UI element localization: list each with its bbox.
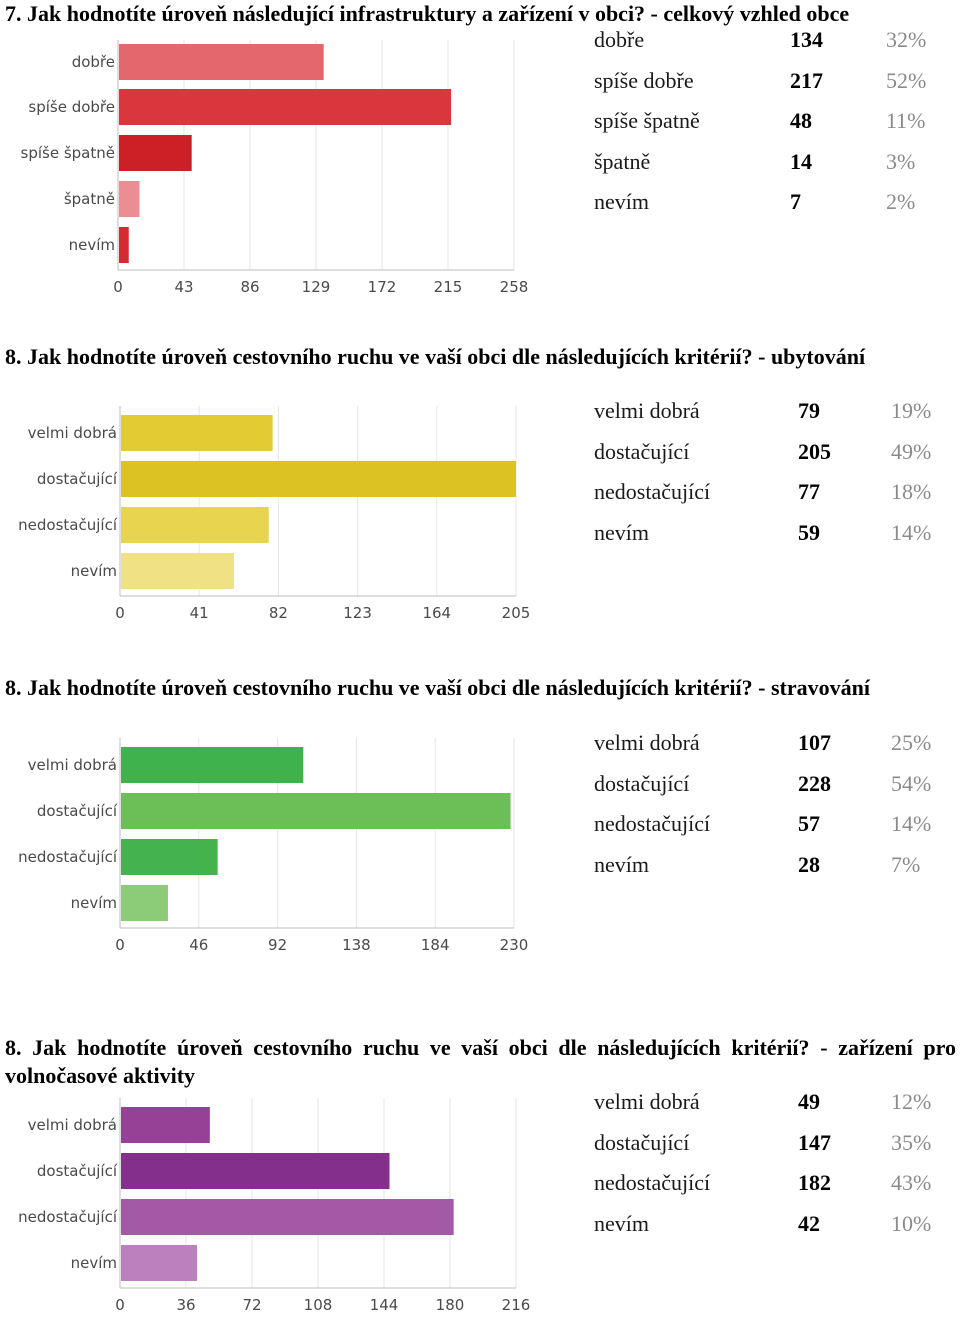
- chart-2-bar-4: [121, 553, 234, 589]
- chart-3-category-label: dostačující: [36, 802, 117, 820]
- chart-1-bar-2: [119, 89, 451, 125]
- stat-percent: 14%: [891, 811, 932, 837]
- stat-count: 107: [798, 730, 831, 755]
- chart-2-stats-table: [594, 391, 960, 553]
- stat-percent: 3%: [886, 148, 916, 174]
- stat-count: 42: [798, 1210, 820, 1236]
- stat-count: 57: [798, 811, 820, 837]
- chart-1-tick-label: 258: [499, 278, 529, 296]
- chart-2-category-label: nedostačující: [18, 516, 117, 534]
- chart-4-stats-table: [594, 1082, 960, 1244]
- chart-4-tick-label: 0: [115, 1296, 125, 1314]
- chart-1-category-label: spíše špatně: [20, 144, 115, 162]
- stat-category: nevím: [594, 851, 649, 877]
- chart-3-tick-label: 92: [268, 936, 288, 954]
- chart-1-tick-label: 86: [240, 278, 260, 296]
- stat-percent: 35%: [891, 1129, 932, 1155]
- chart-4-bar-1: [121, 1107, 210, 1143]
- stat-category: nedostačující: [594, 479, 711, 505]
- chart-1-category-label: dobře: [71, 53, 115, 71]
- stat-percent: 49%: [891, 438, 932, 464]
- chart-1-stat-row: [594, 20, 960, 61]
- stat-percent: 11%: [886, 108, 926, 134]
- stat-category: nedostačující: [594, 1170, 711, 1196]
- stat-count: 49: [798, 1089, 820, 1114]
- chart-4-tick-label: 36: [176, 1296, 196, 1314]
- stat-category: dostačující: [594, 1129, 690, 1155]
- stat-percent: 18%: [891, 479, 932, 505]
- stat-percent: 7%: [891, 851, 921, 877]
- stat-category: spíše dobře: [594, 67, 694, 93]
- chart-1-bar-4: [119, 181, 139, 217]
- stat-percent: 12%: [891, 1089, 932, 1114]
- chart-2-bar-chart: [0, 402, 540, 628]
- chart-3-tick-label: 138: [342, 936, 371, 954]
- chart-3-bar-4: [121, 885, 168, 921]
- stat-count: 79: [798, 398, 820, 423]
- chart-3-stat-row: [594, 764, 960, 805]
- stat-count: 228: [798, 770, 831, 796]
- chart-3-tick-label: 184: [420, 936, 450, 954]
- chart-4-category-label: nevím: [70, 1254, 117, 1272]
- chart-1-stat-row: [594, 61, 960, 102]
- stat-category: nevím: [594, 519, 649, 545]
- stat-count: 147: [798, 1129, 831, 1155]
- chart-3-bar-chart: [0, 734, 540, 960]
- stat-category: velmi dobrá: [594, 1089, 700, 1114]
- chart-4-stat-row: [594, 1082, 960, 1123]
- chart-1-bar-chart: [0, 30, 540, 302]
- chart-2-tick-label: 0: [115, 604, 125, 622]
- chart-4-stat-row: [594, 1123, 960, 1164]
- chart-3-stat-row: [594, 804, 960, 845]
- stat-category: nedostačující: [594, 811, 711, 837]
- chart-4-bar-2: [121, 1153, 390, 1189]
- chart-2-title: 8. Jak hodnotíte úroveň cestovního ruchu ve vaší obci dle následujících kritérií? - ubytování: [5, 344, 866, 369]
- stat-count: 59: [798, 519, 820, 545]
- stat-count: 217: [790, 67, 823, 93]
- chart-3-stats-table: [594, 723, 960, 885]
- stat-percent: 52%: [886, 67, 927, 93]
- stat-count: 14: [790, 148, 812, 174]
- chart-3-stat-row: [594, 845, 960, 886]
- chart-2-bar-3: [121, 507, 269, 543]
- chart-2-stat-row: [594, 472, 960, 513]
- stat-category: nevím: [594, 189, 649, 215]
- chart-1-tick-label: 172: [367, 278, 397, 296]
- stat-category: velmi dobrá: [594, 398, 700, 423]
- chart-2-stat-row: [594, 513, 960, 554]
- chart-1-category-label: spíše dobře: [28, 98, 115, 116]
- chart-3-bar-2: [121, 793, 511, 829]
- chart-4-bar-3: [121, 1199, 454, 1235]
- chart-2-stat-row: [594, 432, 960, 473]
- stat-count: 28: [798, 851, 820, 877]
- chart-2-tick-label: 205: [501, 604, 531, 622]
- chart-1-bar-3: [119, 135, 192, 171]
- chart-3-tick-label: 46: [189, 936, 209, 954]
- stat-category: dostačující: [594, 438, 690, 464]
- chart-3-tick-label: 230: [499, 936, 529, 954]
- chart-4-bar-4: [121, 1245, 197, 1281]
- stat-count: 77: [798, 479, 820, 505]
- stat-percent: 19%: [891, 398, 932, 423]
- chart-4-stat-row: [594, 1204, 960, 1245]
- stat-category: dobře: [594, 27, 645, 52]
- stat-category: špatně: [594, 148, 651, 174]
- stat-percent: 25%: [891, 730, 932, 755]
- chart-1-tick-label: 43: [174, 278, 194, 296]
- stat-category: velmi dobrá: [594, 730, 700, 755]
- stat-category: spíše špatně: [594, 108, 700, 134]
- chart-1-stat-row: [594, 142, 960, 183]
- chart-4-tick-label: 144: [369, 1296, 399, 1314]
- chart-3-title: 8. Jak hodnotíte úroveň cestovního ruchu ve vaší obci dle následujících kritérií? - stravování: [5, 675, 870, 700]
- chart-1-category-label: nevím: [68, 236, 115, 254]
- chart-4-tick-label: 108: [303, 1296, 333, 1314]
- stat-percent: 10%: [891, 1210, 932, 1236]
- chart-4-tick-label: 216: [501, 1296, 531, 1314]
- chart-1-stat-row: [594, 101, 960, 142]
- chart-4-tick-label: 72: [242, 1296, 262, 1314]
- chart-4-tick-label: 180: [435, 1296, 465, 1314]
- stat-count: 7: [790, 189, 801, 215]
- chart-2-stat-row: [594, 391, 960, 432]
- chart-3-category-label: nedostačující: [18, 848, 117, 866]
- chart-4-category-label: nedostačující: [18, 1208, 117, 1226]
- chart-2-tick-label: 123: [343, 604, 372, 622]
- chart-1-bar-5: [119, 227, 129, 263]
- chart-1-category-label: špatně: [63, 190, 115, 208]
- chart-1-title: 7. Jak hodnotíte úroveň následující infrastruktury a zařízení v obci? - celkový vzhled obce: [5, 1, 850, 26]
- stat-count: 205: [798, 438, 831, 464]
- chart-2-category-label: velmi dobrá: [27, 424, 117, 442]
- stat-percent: 32%: [886, 27, 927, 52]
- chart-3-stat-row: [594, 723, 960, 764]
- chart-2-tick-label: 164: [422, 604, 452, 622]
- stat-percent: 14%: [891, 519, 932, 545]
- stat-count: 182: [798, 1170, 831, 1196]
- chart-4-bar-chart: [0, 1094, 540, 1320]
- stat-count: 134: [790, 27, 823, 52]
- chart-2-category-label: nevím: [70, 562, 117, 580]
- chart-3-bar-1: [121, 747, 303, 783]
- chart-1-stat-row: [594, 182, 960, 223]
- chart-1-tick-label: 129: [301, 278, 331, 296]
- chart-4-category-label: dostačující: [36, 1162, 117, 1180]
- chart-4-stat-row: [594, 1163, 960, 1204]
- stat-percent: 43%: [891, 1170, 932, 1196]
- chart-2-tick-label: 41: [189, 604, 209, 622]
- chart-2-bar-1: [121, 415, 273, 451]
- chart-2-tick-label: 82: [268, 604, 288, 622]
- chart-2-category-label: dostačující: [36, 470, 117, 488]
- stat-category: nevím: [594, 1210, 649, 1236]
- chart-1-tick-label: 215: [433, 278, 463, 296]
- stat-percent: 2%: [886, 189, 916, 215]
- chart-4-category-label: velmi dobrá: [27, 1116, 117, 1134]
- chart-1-tick-label: 0: [113, 278, 123, 296]
- chart-1-bar-1: [119, 44, 324, 80]
- chart-1-stats-table: [594, 20, 960, 223]
- stat-category: dostačující: [594, 770, 690, 796]
- stat-percent: 54%: [891, 770, 932, 796]
- chart-3-bar-3: [121, 839, 218, 875]
- chart-3-category-label: nevím: [70, 894, 117, 912]
- stat-count: 48: [790, 108, 812, 134]
- chart-3-category-label: velmi dobrá: [27, 756, 117, 774]
- chart-3-tick-label: 0: [115, 936, 125, 954]
- chart-4-title: 8. Jak hodnotíte úroveň cestovního ruchu ve vaší obci dle následujících kritérií? - zařízení pro volnočasové aktivity: [5, 1035, 956, 1088]
- chart-2-bar-2: [121, 461, 516, 497]
